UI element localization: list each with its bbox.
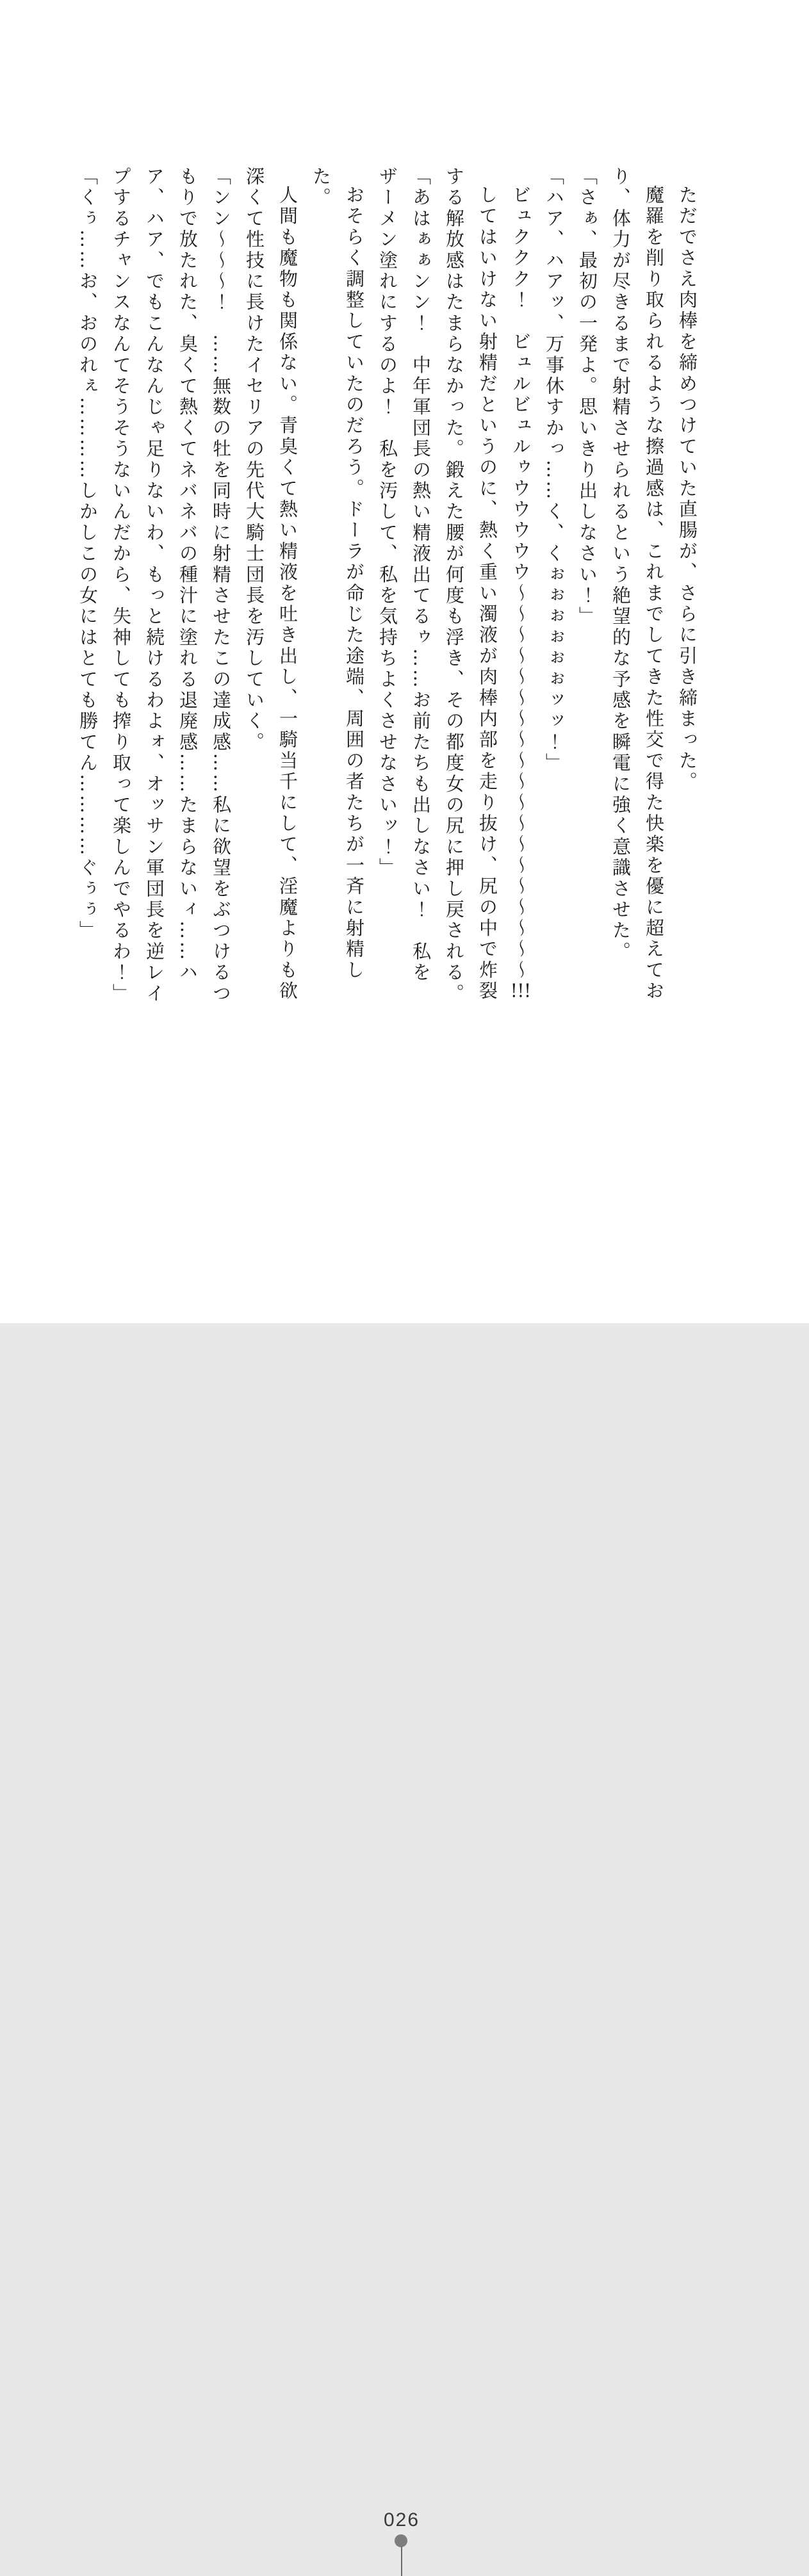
triple-bang-tatechuyoko: !!! [511,981,531,1000]
paragraph [238,167,304,1013]
page-marker-line [401,2547,402,2576]
paragraph-text: 「あはぁぁンン！ 中年軍団長の熱い精液出てるゥ……お前たちも出しなさい！ 私をザーメン塗れにするのよ！ 私を汚して、私を気持ちよくさせなさいッ！」 [377,167,432,984]
paragraph-text: してはいけない射精だというのに、熱く重い濁液が肉棒内部を走り抜け、尻の中で炸裂する解放感はたまらなかった。鍛えた腰が何度も浮き、その都度女の尻に押し戻される。 [443,167,498,1004]
paragraph [437,167,504,1013]
paragraph-text: 魔羅を削り取られるような擦過感は、これまでしてきた性交で得た快楽を優に超えており、体力が尽きるまで射精させられるという絶望的な予感を瞬電に強く意識させた。 [610,167,665,1002]
paragraph-sfx [504,167,537,1013]
paragraph-text: 「さぁ、最初の一発よ。思いきり出しなさい！」 [576,167,598,628]
paragraph-dialogue [104,167,238,1013]
paragraph-text: 「ンン〜〜〜！ ……無数の牡を同時に射精させたこの達成感……私に欲望をぶつけるつもりで放たれた、臭くて熱くてネバネバの種汁に塗れる退廃感……たまらないィ……ハア、ハア、でもこんなんじゃ足りないわ、もっと続けるわよォ、オッサン軍団長を逆レイプするチャンスなんてそうそうないんだから、失神しても搾り取って楽しんでやるわ！」 [110,167,232,1004]
page-marker-dot-icon [395,2534,407,2547]
paragraph-text: ただでさえ肉棒を締めつけていた直腸が、さらに引き締まった。 [676,185,698,793]
paragraph-dialogue [571,167,604,1013]
page-footer [0,1253,809,2531]
paragraph-dialogue [371,167,437,1013]
paragraph-text: ビュククク！ ビュルビュルゥウウウウウ〜〜〜〜〜〜〜〜〜〜〜〜〜〜〜〜〜〜〜 [510,185,532,981]
paragraph [671,167,704,1013]
paragraph-text: 人間も魔物も関係ない。青臭くて熱い精液を吐き出し、一騎当千にして、淫魔よりも欲深くて性技に長けたイセリアの先代大騎士団長を汚していく。 [243,167,298,1002]
paragraph-text: 「ハア、ハアッ、万事休すかっ……く、くぉぉぉぉぉぉッッ！」 [543,167,565,774]
paragraph [604,167,671,1013]
novel-text-block [77,167,704,1013]
paragraph-text: 「くぅ……お、おのれぇ…………しかしこの女にはとても勝てん…………ぐぅぅ」 [77,167,99,942]
paragraph-dialogue [537,167,571,1013]
paragraph-text: おそらく調整していたのだろう。ドーラが命じた途端、周囲の者たちが一斉に射精した。 [310,167,365,981]
paragraph-dialogue [71,167,104,1013]
page-number: 026 [383,2509,420,2531]
paragraph [304,167,371,1013]
